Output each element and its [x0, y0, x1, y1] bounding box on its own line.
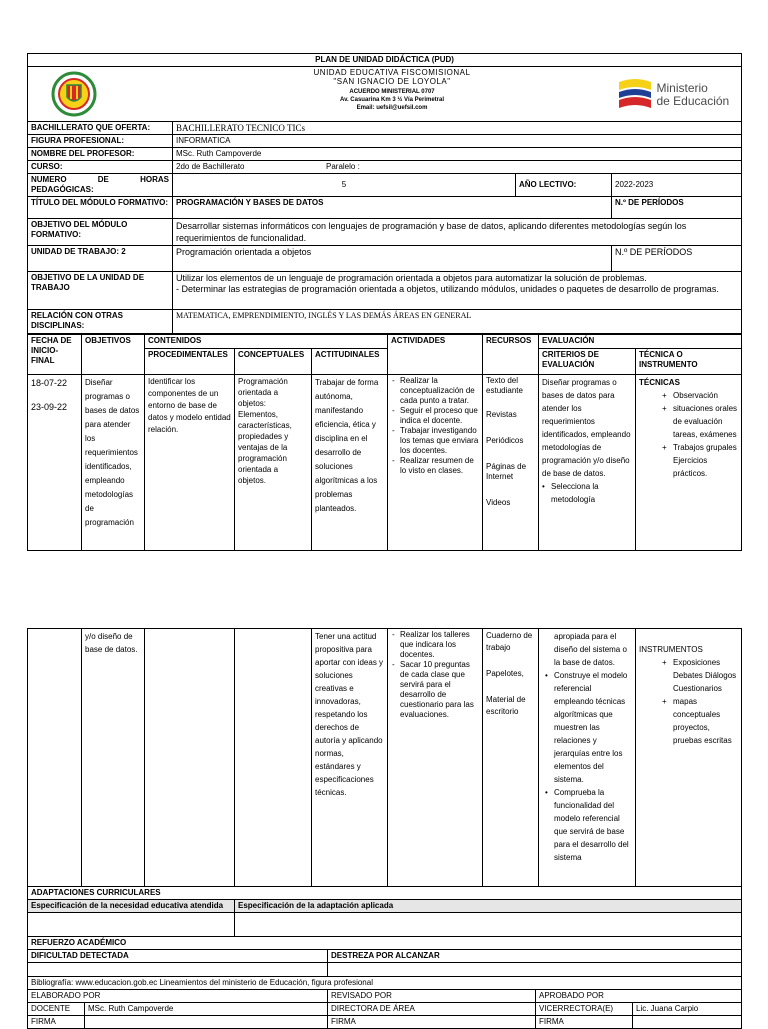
- h-procedimentales: PROCEDIMENTALES: [145, 349, 235, 375]
- profesor-value: MSc. Ruth Campoverde: [173, 148, 742, 161]
- actividad-item: - Realizar la conceptualización de cada punto a tratar.: [400, 376, 479, 406]
- fecha-inicio: 18-07-22: [31, 378, 68, 388]
- pud-page-1: [27, 53, 741, 551]
- curso-text: 2do de Bachillerato: [176, 162, 245, 171]
- destreza-value: [328, 963, 742, 977]
- h-criterios: CRITERIOS DE EVALUACIÓN: [539, 349, 636, 375]
- h-contenidos: CONTENIDOS: [145, 335, 388, 349]
- firma-value: [633, 1016, 742, 1029]
- dificultad-label: DIFICULTAD DETECTADA: [28, 950, 328, 963]
- recurso-item: Material de escritorio: [486, 695, 526, 716]
- vicerrectora-value: Lic. Juana Carpio: [633, 1003, 742, 1016]
- criterio-bullet: • Selecciona la metodología: [551, 480, 632, 506]
- vicerrectora-label: VICERRECTORA(E): [536, 1003, 633, 1016]
- conceptuales-cell-p2: [235, 629, 312, 887]
- agreement: ACUERDO MINISTERIAL 0707: [349, 89, 435, 95]
- adaptacion-label: Especificación de la adaptación aplicada: [235, 900, 742, 913]
- actividad-item: - Realizar los talleres que indicara los docentes.: [400, 630, 479, 660]
- pud-header-table: [27, 53, 742, 334]
- titulo-modulo-label: TÍTULO DEL MÓDULO FORMATIVO:: [28, 197, 173, 219]
- periodos2-label: N.º DE PERÍODOS: [612, 246, 742, 272]
- fecha-cell-p2: [28, 629, 82, 887]
- horas-value: 5: [173, 174, 516, 197]
- tecnica-item: + situaciones orales de evaluación tareas, exámenes: [673, 402, 738, 441]
- h-objetivos: OBJETIVOS: [82, 335, 145, 375]
- school-crest-icon: [51, 71, 97, 117]
- ministry-line1: Ministerio: [656, 81, 708, 95]
- objetivo-unidad-label: OBJETIVO DE LA UNIDAD DE TRABAJO: [28, 272, 173, 310]
- criterios-text: Diseñar programas o bases de datos para atender los requerimientos identificados, empleando metodologías de programación y/o diseño de base de datos.: [542, 378, 631, 478]
- h-actividades: ACTIVIDADES: [388, 335, 483, 375]
- objetivo-unidad-1: Utilizar los elementos de un lenguaje de programación orientada a objetos para automatizar la solución de problemas.: [176, 273, 647, 283]
- school-name: "SAN IGNACIO DE LOYOLA": [333, 77, 451, 86]
- procedimentales-cell-p2: [145, 629, 235, 887]
- criterios-cell-p2: [539, 629, 636, 887]
- actividades-cell: [388, 375, 483, 551]
- revisado-label: REVISADO POR: [328, 990, 536, 1003]
- curso-value: [173, 161, 742, 174]
- h-conceptuales: CONCEPTUALES: [235, 349, 312, 375]
- destreza-label: DESTREZA POR ALCANZAR: [328, 950, 742, 963]
- conceptuales-cell: Programación orientada a objetos: Elementos, características, propiedades y ventajas de la programación orientada a objetos.: [235, 375, 312, 551]
- ministry-flag-icon: [615, 76, 655, 114]
- instrumento-item: + mapas conceptuales proyectos, pruebas escritas: [673, 695, 738, 747]
- aprobado-label: APROBADO POR: [536, 990, 742, 1003]
- recurso-item: Papelotes,: [486, 669, 524, 678]
- unidad-label: UNIDAD DE TRABAJO: 2: [28, 246, 173, 272]
- anio-label: AÑO LECTIVO:: [516, 174, 612, 197]
- school-line: UNIDAD EDUCATIVA FISCOMISIONAL: [313, 68, 471, 77]
- school-header-block: [173, 67, 612, 122]
- paralelo-label: Paralelo :: [326, 162, 360, 171]
- email: Email: uefsil@uefsil.com: [356, 105, 428, 111]
- recursos-cell: [483, 375, 539, 551]
- refuerzo-header: REFUERZO ACADÉMICO: [28, 937, 742, 950]
- bachillerato-label: BACHILLERATO QUE OFERTA:: [28, 122, 173, 135]
- bachillerato-value: BACHILLERATO TECNICO TICs: [173, 122, 742, 135]
- tecnica-item: + Trabajos grupales Ejercicios prácticos.: [673, 441, 738, 480]
- h-fecha: FECHA DE INICIO-FINAL: [28, 335, 82, 375]
- instrumento-item: + Exposiciones Debates Diálogos Cuestionarios: [673, 656, 738, 695]
- anio-value: 2022-2023: [612, 174, 742, 197]
- school-crest-cell: [28, 67, 173, 122]
- profesor-label: NOMBRE DEL PROFESOR:: [28, 148, 173, 161]
- recursos-cell-p2: [483, 629, 539, 887]
- tecnica-item: + Observación: [673, 389, 738, 402]
- fecha-fin: 23-09-22: [31, 402, 68, 412]
- necesidad-value: [28, 913, 235, 937]
- document-title: PLAN DE UNIDAD DIDÁCTICA (PUD): [28, 54, 742, 67]
- tecnicas-label: TÉCNICAS: [639, 378, 680, 387]
- criterios-intro: apropiada para el diseño del sistema o la base de datos.: [554, 632, 627, 667]
- docente-label: DOCENTE: [28, 1003, 85, 1016]
- firma-value: [85, 1016, 328, 1029]
- criterios-cell: [539, 375, 636, 551]
- bibliografia: Bibliografía: www.educacion.gob.ec Lineamientos del ministerio de Educación, figura profesional: [28, 977, 742, 990]
- relacion-label: RELACIÓN CON OTRAS DISCIPLINAS:: [28, 310, 173, 334]
- h-tecnica: TÉCNICA O INSTRUMENTO: [636, 349, 742, 375]
- figura-label: FIGURA PROFESIONAL:: [28, 135, 173, 148]
- objetivo-modulo-value: Desarrollar sistemas informáticos con lenguajes de programación y base de datos, aplicando diferentes metodologías según los requerimientos de funcionalidad.: [173, 219, 742, 246]
- fecha-cell: [28, 375, 82, 551]
- instrumentos-label: INSTRUMENTOS: [639, 645, 703, 654]
- objetivo-unidad-2: - Determinar las estrategias de programación orientada a objetos, utilizando módulos, unidades o paquetes de desarrollo de programas.: [176, 284, 719, 294]
- tecnica-cell: [636, 375, 742, 551]
- unidad-value: Programación orientada a objetos: [173, 246, 612, 272]
- objetivo-unidad-value: [173, 272, 742, 310]
- ministry-logo: [612, 67, 742, 122]
- h-actitudinales: ACTITUDINALES: [312, 349, 388, 375]
- directora-label: DIRECTORA DE ÁREA: [328, 1003, 536, 1016]
- h-evaluacion: EVALUACIÓN: [539, 335, 742, 349]
- firma-label: FIRMA: [536, 1016, 633, 1029]
- criterio-bullet: • Construye el modelo referencial empleando técnicas algorítmicas que muestren las relaciones y jerarquías entre los elementos del sistema.: [554, 669, 632, 786]
- actitudinales-cell: Trabajar de forma autónoma, manifestando eficiencia, ética y disciplina en el desarrollo de soluciones algorítmicas a los problemas planteados.: [312, 375, 388, 551]
- recurso-item: Periódicos: [486, 436, 524, 445]
- actividad-item: - Realizar resumen de lo visto en clases.: [400, 456, 479, 476]
- instrumento-cell: [636, 629, 742, 887]
- criterio-bullet: • Comprueba la funcionalidad del modelo referencial que servirá de base para el desarrollo del sistema: [554, 786, 632, 864]
- actividades-cell-p2: [388, 629, 483, 887]
- necesidad-label: Especificación de la necesidad educativa atendida: [28, 900, 235, 913]
- recurso-item: Revistas: [486, 410, 517, 419]
- footer-table: [27, 886, 742, 1029]
- titulo-modulo-value: PROGRAMACIÓN Y BASES DE DATOS: [173, 197, 612, 219]
- elaborado-label: ELABORADO POR: [28, 990, 328, 1003]
- adaptacion-value: [235, 913, 742, 937]
- objetivos-cell: Diseñar programas o bases de datos para atender los requerimientos identificados, empleando metodologías de programación: [82, 375, 145, 551]
- objetivos-cell-p2: y/o diseño de base de datos.: [82, 629, 145, 887]
- curso-label: CURSO:: [28, 161, 173, 174]
- actividad-item: - Sacar 10 preguntas de cada clase que servirá para el desarrollo de cuestionario para las evaluaciones.: [400, 660, 479, 720]
- periodos-label: N.º DE PERÍODOS: [612, 197, 742, 219]
- address: Av. Casuarina Km 3 ½ Vía Perimetral: [339, 97, 445, 103]
- objetivo-modulo-label: OBJETIVO DEL MÓDULO FORMATIVO:: [28, 219, 173, 246]
- relacion-value: MATEMATICA, EMPRENDIMIENTO, INGLÉS Y LAS DEMÁS ÁREAS EN GENERAL: [173, 310, 742, 334]
- ministry-line2: de Educación: [656, 94, 730, 108]
- dificultad-value: [28, 963, 328, 977]
- recurso-item: Videos: [486, 498, 511, 507]
- plan-table-page1: [27, 334, 742, 551]
- horas-label: NUMERO DE HORAS PEDAGÓGICAS:: [28, 174, 173, 197]
- actividad-item: - Trabajar investigando los temas que enviara los docentes.: [400, 426, 479, 456]
- docente-value: MSc. Ruth Campoverde: [85, 1003, 328, 1016]
- pud-page-2: [27, 628, 741, 1029]
- procedimentales-cell: Identificar los componentes de un entorno de base de datos y modelo entidad relación.: [145, 375, 235, 551]
- firma-label: FIRMA: [28, 1016, 85, 1029]
- figura-value: INFORMATICA: [173, 135, 742, 148]
- recurso-item: Texto del estudiante: [486, 376, 523, 395]
- recurso-item: Cuaderno de trabajo: [486, 631, 533, 652]
- firma-label: FIRMA: [328, 1016, 536, 1029]
- actividad-item: - Seguir el proceso que indica el docente.: [400, 406, 479, 426]
- plan-table-page2: [27, 628, 742, 887]
- recurso-item: Páginas de Internet: [486, 462, 527, 481]
- adaptaciones-header: ADAPTACIONES CURRICULARES: [28, 887, 742, 900]
- actitudinales-cell-p2: Tener una actitud propositiva para aportar con ideas y soluciones creativas e innovadoras, respetando los derechos de autoría y aplicando normas, estándares y especificaciones técnicas.: [312, 629, 388, 887]
- h-recursos: RECURSOS: [483, 335, 539, 375]
